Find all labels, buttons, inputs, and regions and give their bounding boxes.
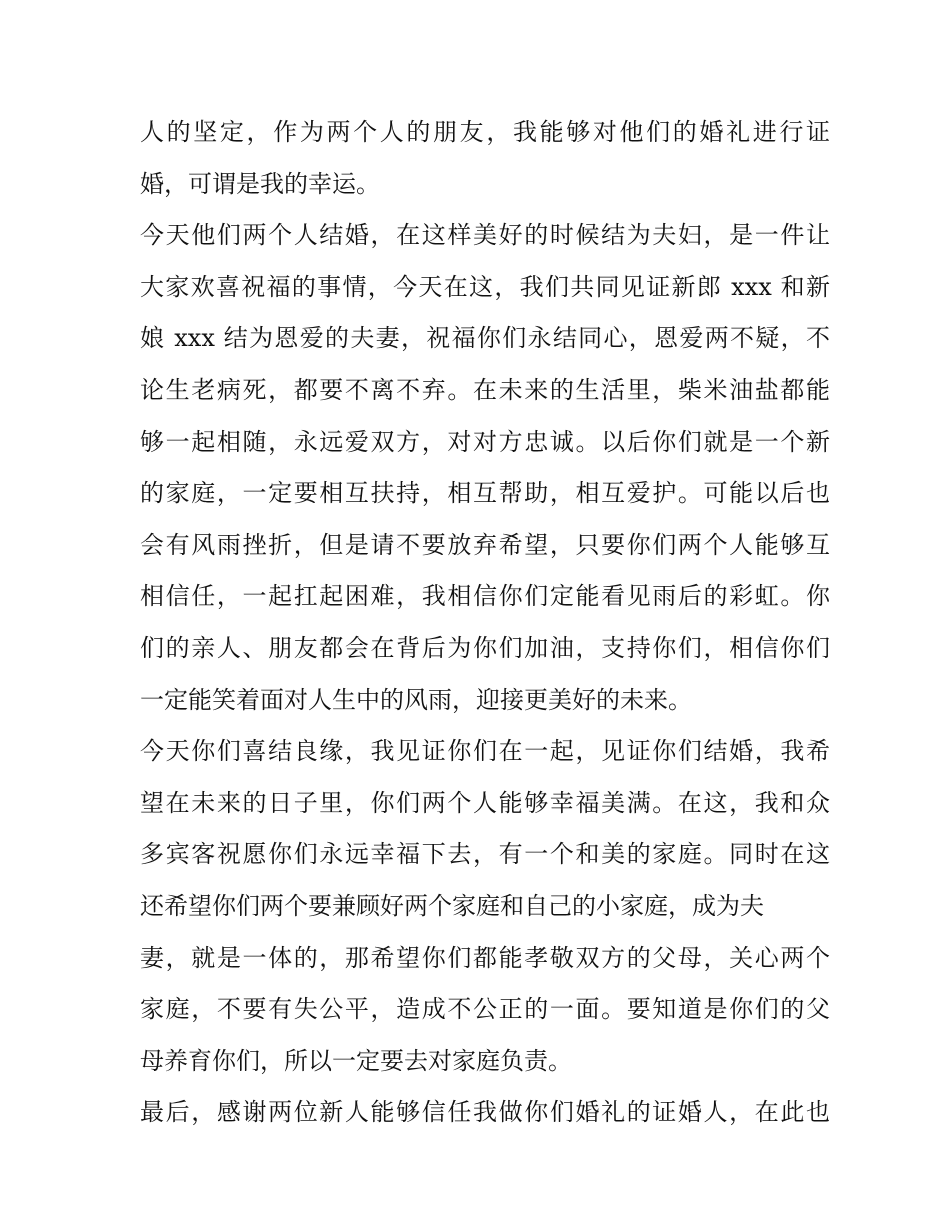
text-line: 会有风雨挫折，但是请不要放弃希望，只要你们两个人能够互 [140, 530, 830, 559]
text-line: 论生老病死，都要不离不弃。在未来的生活里，柴米油盐都能 [140, 375, 830, 404]
text-line: 妻，就是一体的，那希望你们都能孝敬双方的父母，关心两个 [140, 943, 830, 972]
body-text [140, 107, 830, 1139]
text-line: 今天你们喜结良缘，我见证你们在一起，见证你们结婚，我希 [140, 737, 830, 766]
text-line: 一定能笑着面对人生中的风雨，迎接更美好的未来。 [140, 685, 692, 714]
text-line: 家庭，不要有失公平，造成不公正的一面。要知道是你们的父 [140, 995, 830, 1024]
text-line: 还希望你们两个要兼顾好两个家庭和自己的小家庭，成为夫 [140, 891, 764, 920]
text-line: 多宾客祝愿你们永远幸福下去，有一个和美的家庭。同时在这 [140, 840, 830, 869]
text-line: 望在未来的日子里，你们两个人能够幸福美满。在这，我和众 [140, 788, 830, 817]
text-line: 最后，感谢两位新人能够信任我做你们婚礼的证婚人，在此也 [140, 1098, 830, 1127]
text-line: 母养育你们，所以一定要去对家庭负责。 [140, 1046, 572, 1075]
text-line: 婚，可谓是我的幸运。 [140, 169, 380, 198]
text-line: 人的坚定，作为两个人的朋友，我能够对他们的婚礼进行证 [140, 118, 830, 146]
text-line: 相信任，一起扛起困难，我相信你们定能看见雨后的彩虹。你 [140, 582, 830, 611]
text-line: 大家欢喜祝福的事情，今天在这，我们共同见证新郎 xxx 和新 [140, 272, 830, 301]
text-line: 娘 xxx 结为恩爱的夫妻，祝福你们永结同心，恩爱两不疑，不 [140, 324, 830, 353]
text-line: 够一起相随，永远爱双方，对对方忠诚。以后你们就是一个新 [140, 427, 830, 456]
text-line: 今天他们两个人结婚，在这样美好的时候结为夫妇，是一件让 [140, 221, 830, 250]
text-line: 们的亲人、朋友都会在背后为你们加油，支持你们，相信你们 [140, 633, 830, 662]
text-line: 的家庭，一定要相互扶持，相互帮助，相互爱护。可能以后也 [140, 479, 830, 508]
